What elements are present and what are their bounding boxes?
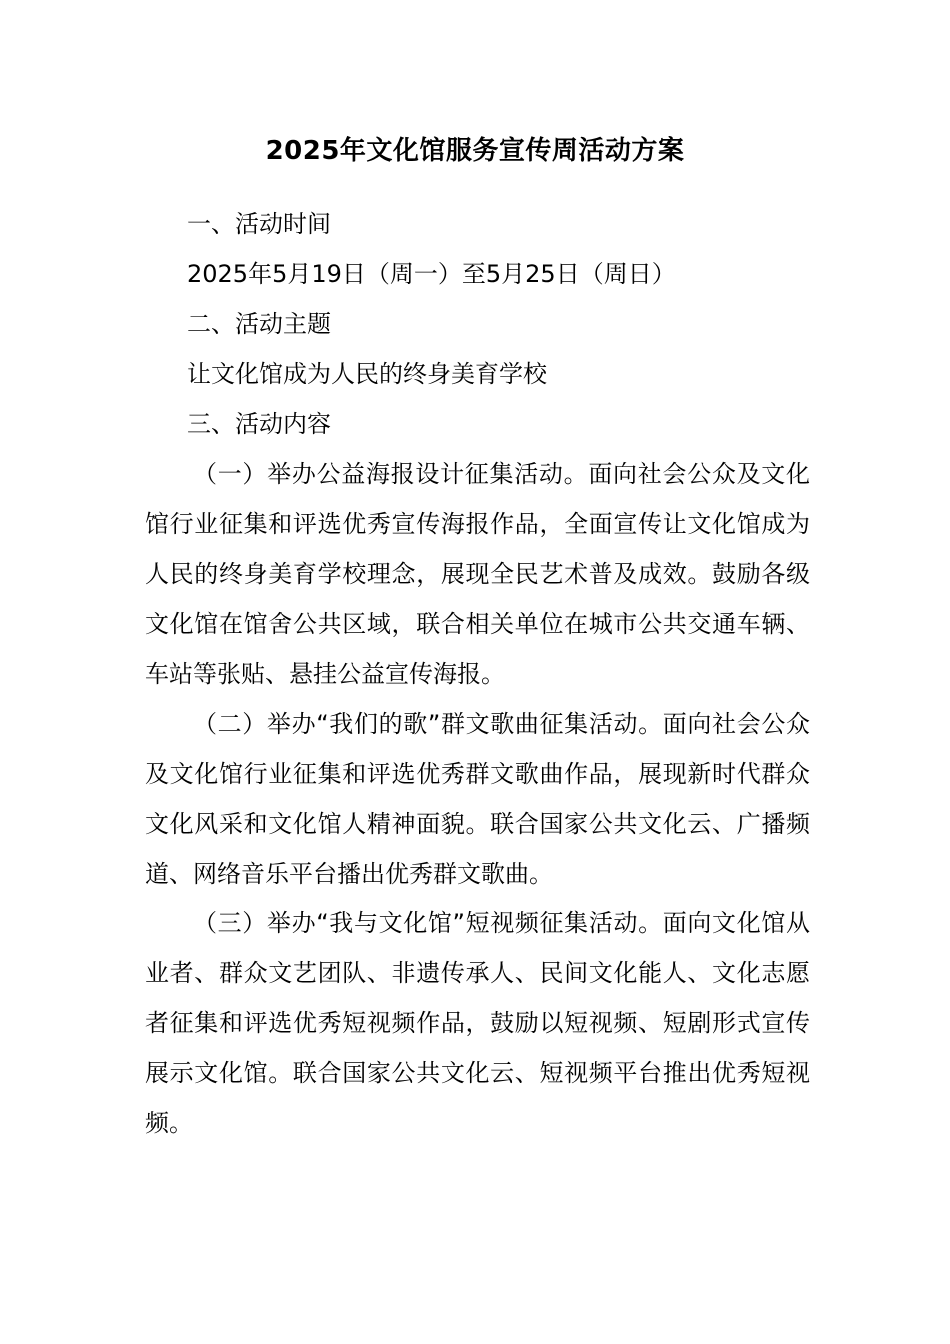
content-paragraph-2: （二）举办“我们的歌”群文歌曲征集活动。面向社会公众及文化馆行业征集和评选优秀群文歌曲作品，展现新时代群众文化风采和文化馆人精神面貌。联合国家公共文化云、广播频道、网络音乐平台播出优秀群文歌曲。 (145, 710, 810, 888)
content-paragraph-1: （一）举办公益海报设计征集活动。面向社会公众及文化馆行业征集和评选优秀宣传海报作品，全面宣传让文化馆成为人民的终身美育学校理念，展现全民艺术普及成效。鼓励各级文化馆在馆舍公共区域，联合相关单位在城市公共交通车辆、车站等张贴、悬挂公益宣传海报。 (145, 460, 810, 688)
content-paragraph-3: （三）举办“我与文化馆”短视频征集活动。面向文化馆从业者、群众文艺团队、非遗传承人、民间文化能人、文化志愿者征集和评选优秀短视频作品，鼓励以短视频、短剧形式宣传展示文化馆。联合国家公共文化云、短视频平台推出优秀短视频。 (145, 909, 810, 1137)
section-heading-time: 一、活动时间 (187, 210, 331, 238)
section-heading-content: 三、活动内容 (187, 410, 331, 438)
activity-theme-text: 让文化馆成为人民的终身美育学校 (187, 360, 547, 388)
document-title: 2025年文化馆服务宣传周活动方案 (265, 136, 685, 166)
section-heading-theme: 二、活动主题 (187, 310, 331, 338)
activity-time-text: 2025年5月19日（周一）至5月25日（周日） (187, 260, 676, 288)
